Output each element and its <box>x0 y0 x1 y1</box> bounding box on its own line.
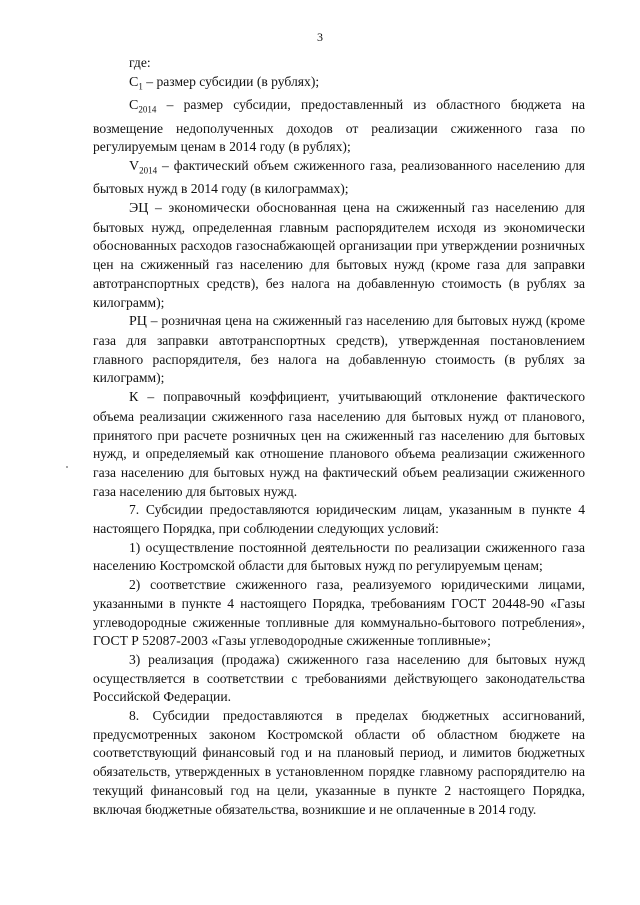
definition-c2014 <box>93 96 585 157</box>
definition-v2014 <box>93 157 585 199</box>
definition-symbol: РЦ <box>129 314 147 330</box>
definition-ets <box>93 199 585 312</box>
definitions-intro: где: <box>129 55 151 70</box>
margin-mark <box>66 466 68 468</box>
condition-3: 3) реализация (продажа) сжиженного газа населению для бытовых нужд осуществляется в соответствии с требованиями действующего законодательства Российской Федерации. <box>93 651 585 705</box>
document-body <box>93 54 585 819</box>
definition-text: – фактический объем сжиженного газа, реализованного населению для бытовых нужд в 2014 году (в килограммах); <box>93 157 585 197</box>
definition-text: – размер субсидии (в рублях); <box>142 73 320 89</box>
definition-rts <box>93 312 585 388</box>
definition-subscript: 1 <box>138 81 143 92</box>
definition-k <box>93 388 585 501</box>
definition-symbol: V <box>129 158 140 174</box>
definition-text: – размер субсидии, предоставленный из областного бюджета на возмещение недополученных доходов от реализации сжиженного газа по регулируемым ценам в 2014 году (в рублях); <box>93 97 585 155</box>
definition-text: – розничная цена на сжиженный газ населению для бытовых нужд (кроме газа для заправки автотранспортных средств), утвержденная постановлением главного распорядителя, без налога на добавленную стоимость (в рублях за килограмм); <box>93 313 585 386</box>
definition-subscript: 2014 <box>138 104 157 115</box>
paragraph-7: 7. Субсидии предоставляются юридическим лицам, указанным в пункте 4 настоящего Порядка, при соблюдении следующих условий: <box>93 502 585 537</box>
definition-symbol: К <box>129 390 139 406</box>
definition-c1 <box>93 73 585 96</box>
definition-text: – поправочный коэффициент, учитывающий отклонение фактического объема реализации сжиженного газа населению для бытовых нужд от планового, принятого при расчете розничных цен на сжиженный газ населению для бытовых нужд, и определяемый как отношение планового объема реализации сжиженного газа населению для бытовых нужд на фактический объем реализации сжиженного газа населению для бытовых нужд. <box>93 389 585 499</box>
paragraph-8: 8. Субсидии предоставляются в пределах бюджетных ассигнований, предусмотренных законом Костромской области об областном бюджете на соответствующий финансовый год и на плановый период, и лимитов бюджетных обязательств, утвержденных в установленном порядке главному распорядителю на текущий финансовый год на цели, указанные в пункте 2 настоящего Порядка, включая бюджетные обязательства, возникшие и не оплаченные в 2014 году. <box>93 708 585 817</box>
definition-symbol: ЭЦ <box>129 201 149 217</box>
definition-subscript: 2014 <box>139 165 158 176</box>
condition-2: 2) соответствие сжиженного газа, реализуемого юридическими лицами, указанными в пункте 4 настоящего Порядка, требованиям ГОСТ 20448-90 «Газы углеводородные сжиженные топливные для коммунально-бытового потребления», ГОСТ Р 52087-2003 «Газы углеводородные сжиженные топливные»; <box>93 577 585 649</box>
definition-symbol: С <box>129 74 139 90</box>
condition-1: 1) осуществление постоянной деятельности по реализации сжиженного газа населению Костромской области для бытовых нужд по регулируемым ценам; <box>93 539 585 574</box>
page-number: 3 <box>317 30 323 44</box>
definition-symbol: С <box>129 98 139 114</box>
definition-text: – экономически обоснованная цена на сжиженный газ населению для бытовых нужд, определенная главным распорядителем исходя из экономически обоснованных расходов газоснабжающей организации при утверждении розничных цен на сжиженный газ населению для бытовых нужд (кроме газа для заправки автотранспортных средств), без налога на добавленную стоимость (в рублях за килограмм); <box>93 200 585 310</box>
